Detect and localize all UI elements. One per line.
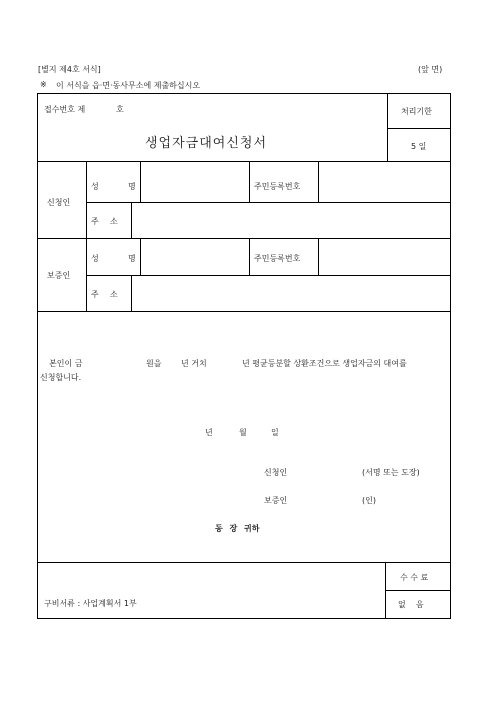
processing-period-label: 처리기한 xyxy=(401,107,432,116)
form-number: [별지 제4호 서식] xyxy=(38,65,101,74)
rule-fee-left xyxy=(385,562,386,619)
processing-period-value: 5 일 xyxy=(411,142,427,151)
note-mark: ※ xyxy=(40,80,47,89)
addressee: 동 장 귀하 xyxy=(215,524,260,533)
rule-fee-mid xyxy=(385,590,451,591)
rule-applicant-mid xyxy=(86,202,451,203)
applicant-sign-label: 신청인 xyxy=(264,468,288,477)
fee-value: 없 음 xyxy=(398,600,424,609)
rule-id-label-left-b xyxy=(249,238,250,275)
rule-period-left xyxy=(387,93,388,161)
rule-above-footer xyxy=(37,562,451,563)
body-word-grace: 년 거치 xyxy=(181,359,207,368)
rule-field-label-right-c xyxy=(140,238,141,275)
date-day-label: 일 xyxy=(271,428,279,437)
body-word-repayment: 년 평균등분할 상환조건으로 생업자금의 대여를 xyxy=(242,359,407,368)
page-side-label: (앞 면) xyxy=(418,65,443,74)
rule-under-guarantor xyxy=(37,311,451,312)
rule-under-title xyxy=(37,161,451,162)
rule-id-label-right-b xyxy=(318,238,319,275)
rule-under-period-label xyxy=(387,128,451,129)
body-line-apply: 신청합니다. xyxy=(40,373,82,382)
receipt-number-label: 접수번호 제 xyxy=(44,105,86,114)
rule-section-label-right xyxy=(86,161,87,311)
body-word-amount: 본인이 금 xyxy=(49,359,83,368)
receipt-number-suffix: 호 xyxy=(116,105,124,114)
fee-label: 수 수 료 xyxy=(400,573,429,582)
guarantor-address-label-a: 주 xyxy=(91,290,99,299)
rule-guarantor-mid xyxy=(86,275,451,276)
rule-field-label-right-b xyxy=(131,202,132,238)
submission-note: 이 서식을 읍·면·동사무소에 제출하십시오 xyxy=(56,81,201,90)
guarantor-section-label: 보증인 xyxy=(47,271,71,280)
rule-id-label-right-a xyxy=(318,161,319,202)
guarantor-sign-label: 보증인 xyxy=(264,496,288,505)
applicant-address-label-b: 소 xyxy=(110,217,118,226)
applicant-id-label: 주민등록번호 xyxy=(254,182,301,191)
form-title: 생업자금대여신청서 xyxy=(145,136,268,151)
application-form-frame xyxy=(37,93,451,619)
date-month-label: 월 xyxy=(239,428,247,437)
rule-under-applicant xyxy=(37,238,451,239)
guarantor-id-label: 주민등록번호 xyxy=(254,254,301,263)
body-word-won: 원을 xyxy=(146,359,162,368)
applicant-name-label-a: 성 xyxy=(91,182,99,191)
guarantor-seal-hint: (인) xyxy=(362,496,376,505)
date-year-label: 년 xyxy=(205,428,213,437)
rule-field-label-right-a xyxy=(140,161,141,202)
guarantor-address-label-b: 소 xyxy=(110,290,118,299)
required-documents: 구비서류 : 사업계획서 1부 xyxy=(44,599,137,608)
guarantor-name-label-a: 성 xyxy=(91,254,99,263)
applicant-address-label-a: 주 xyxy=(91,217,99,226)
applicant-section-label: 신청인 xyxy=(47,198,71,207)
rule-id-label-left-a xyxy=(249,161,250,202)
applicant-seal-hint: (서명 또는 도장) xyxy=(362,468,420,477)
applicant-name-label-b: 명 xyxy=(128,182,136,191)
guarantor-name-label-b: 명 xyxy=(128,254,136,263)
rule-field-label-right-d xyxy=(131,275,132,311)
